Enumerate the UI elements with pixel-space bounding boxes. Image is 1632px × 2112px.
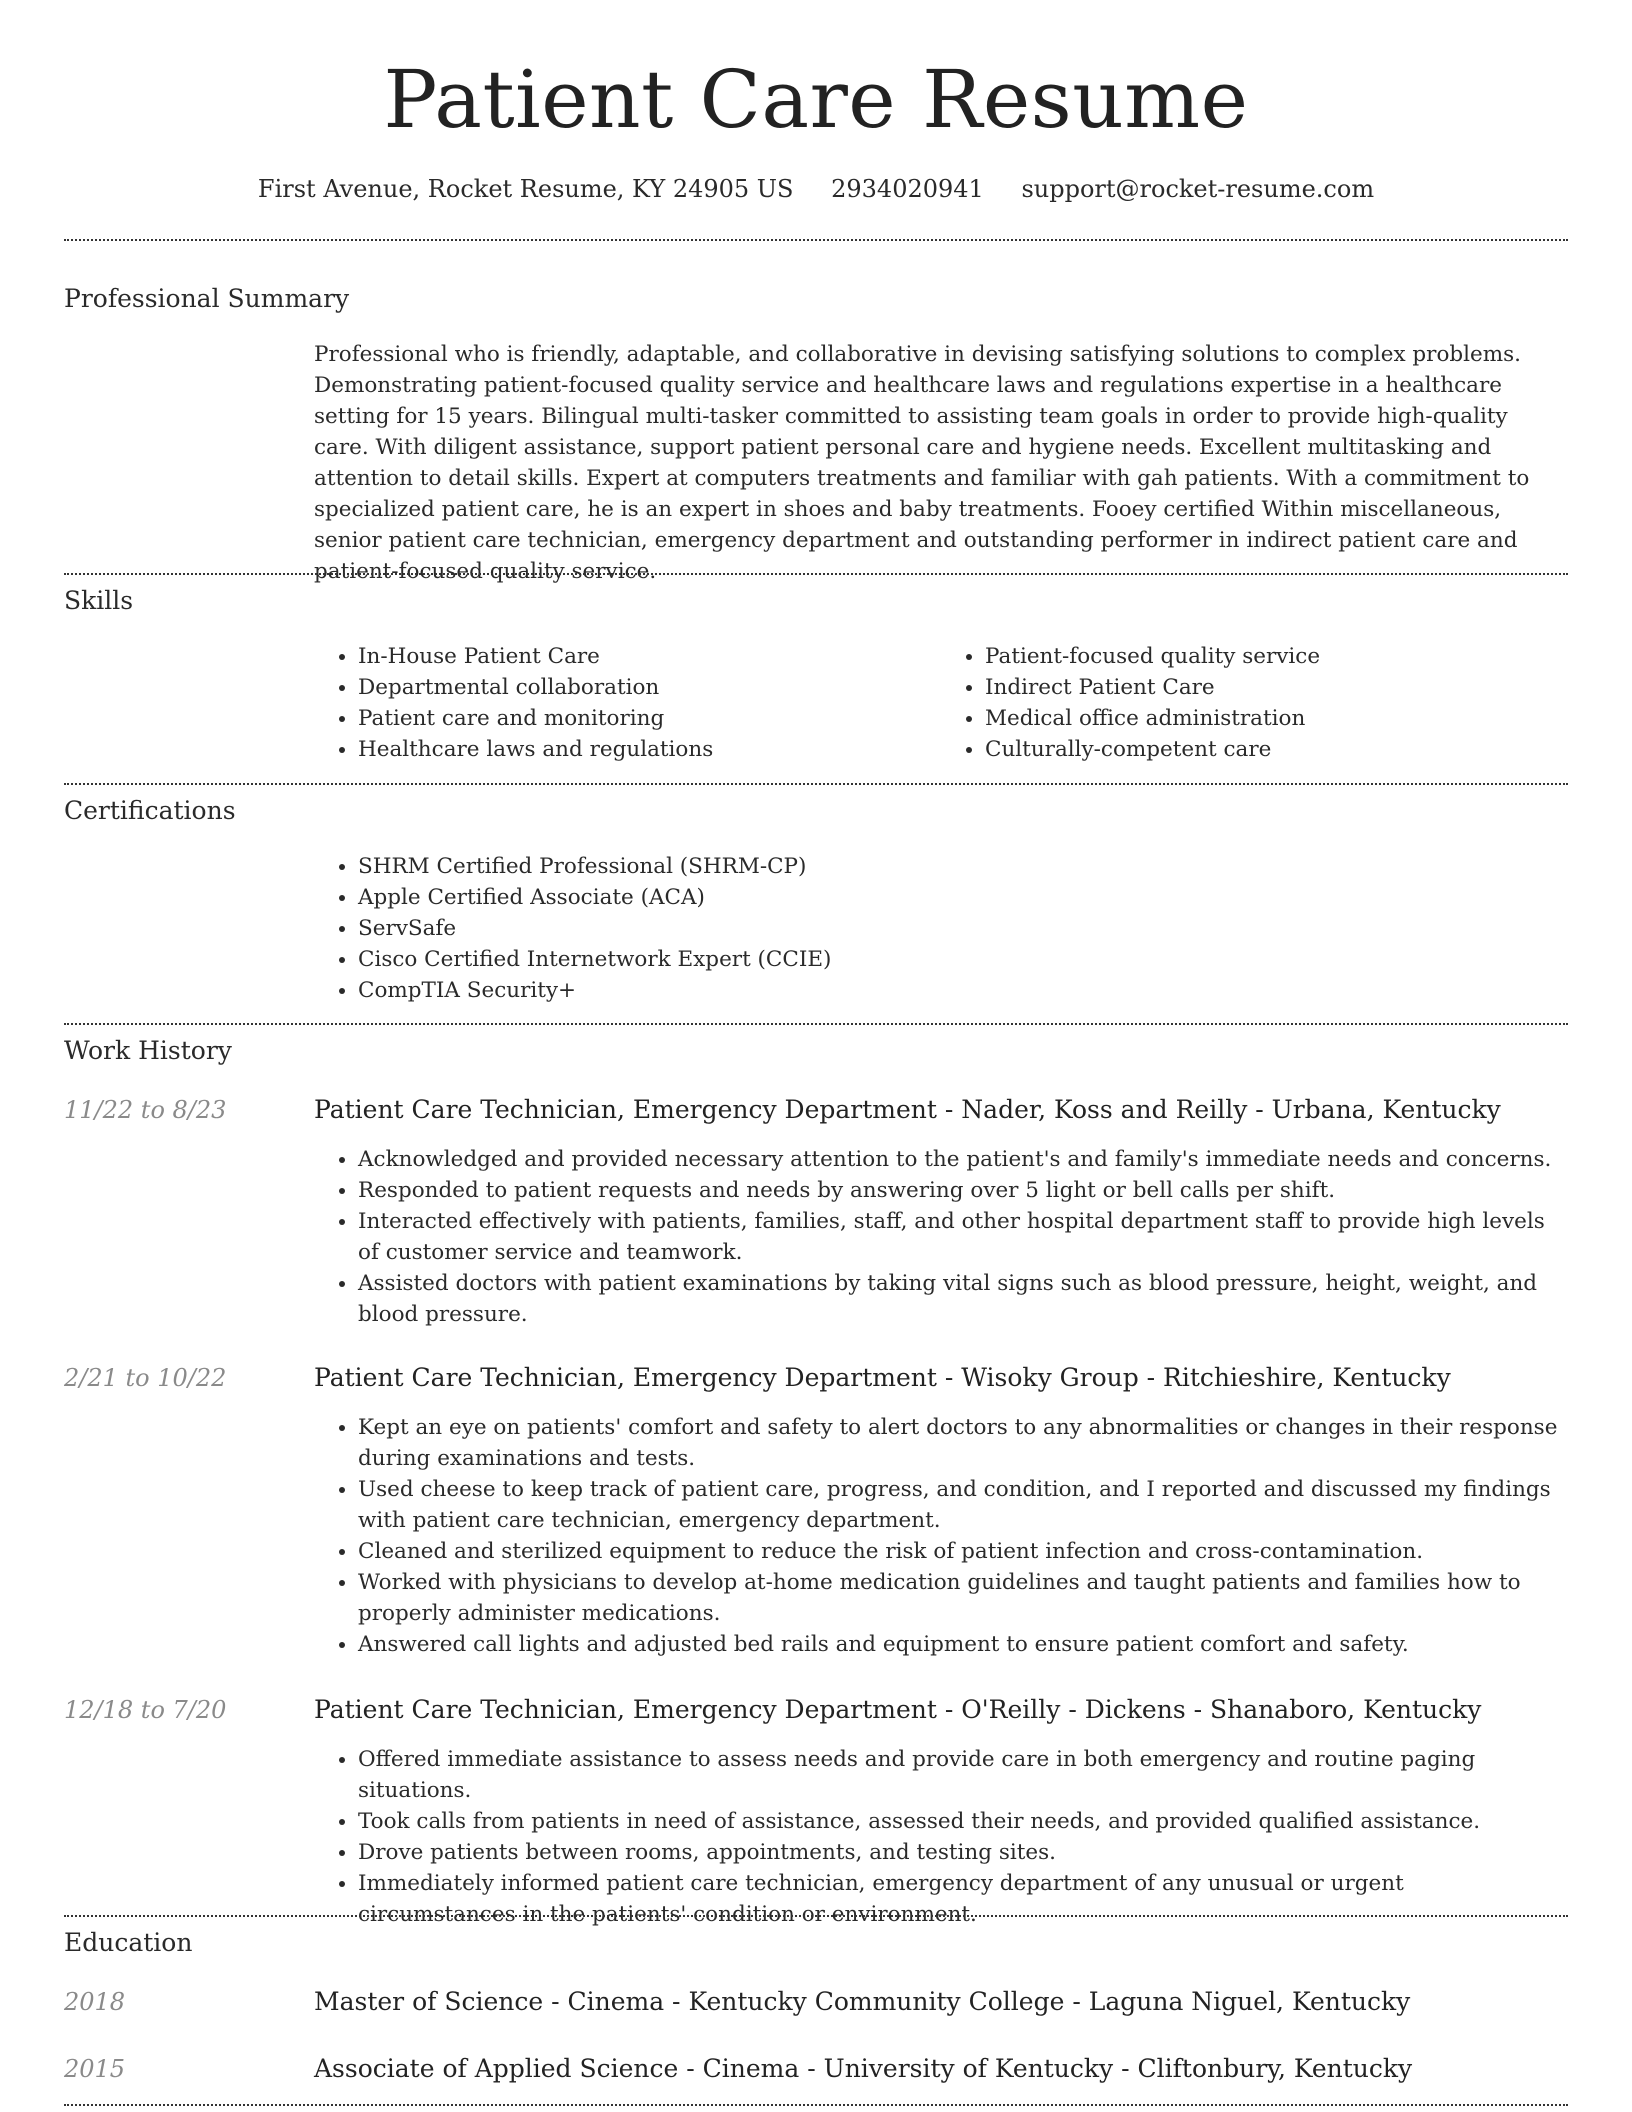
divider — [64, 2104, 1568, 2106]
education-heading-item: Associate of Applied Science - Cinema - University of Kentucky - Cliftonbury, Kentucky — [314, 2054, 1413, 2083]
job-duty-item: • Worked with physicians to develop at-home medication guidelines and taught patients and families how to properly administer medications. — [358, 1567, 1568, 1629]
job-duty-item: • Drove patients between rooms, appointments, and testing sites. — [358, 1837, 1568, 1868]
job-duty-item: • Kept an eye on patients' comfort and safety to alert doctors to any abnormalities or changes in their response during examinations and tests. — [358, 1412, 1568, 1474]
skills-list — [314, 641, 1568, 765]
contact-address: First Avenue, Rocket Resume, KY 24905 US — [257, 175, 794, 203]
divider — [64, 783, 1568, 785]
education-heading: Education — [64, 1928, 193, 1957]
summary-section — [314, 339, 1568, 587]
skills-heading: Skills — [64, 586, 134, 615]
job-heading: Patient Care Technician, Emergency Department - O'Reilly - Dickens - Shanaboro, Kentucky — [314, 1695, 1482, 1724]
skill-item: • Patient-focused quality service — [985, 641, 1568, 672]
certification-item: • CompTIA Security+ — [358, 975, 1568, 1006]
divider — [64, 1915, 1568, 1917]
certification-item: • Apple Certified Associate (ACA) — [358, 882, 1568, 913]
job-duty-item: • Offered immediate assistance to assess needs and provide care in both emergency and routine paging situations. — [358, 1744, 1568, 1806]
skills-column-left — [314, 641, 941, 765]
divider — [64, 239, 1568, 241]
skill-item: • Healthcare laws and regulations — [358, 734, 941, 765]
job-heading: Patient Care Technician, Emergency Department - Wisoky Group - Ritchieshire, Kentucky — [314, 1363, 1451, 1392]
education-year: 2015 — [64, 2055, 126, 2083]
job-duties — [314, 1744, 1568, 1930]
job-dates: 12/18 to 7/20 — [64, 1696, 227, 1724]
certifications-list — [314, 851, 1568, 1006]
skill-item: • Culturally-competent care — [985, 734, 1568, 765]
job-duties — [314, 1412, 1568, 1660]
skill-item: • In-House Patient Care — [358, 641, 941, 672]
skill-item: • Patient care and monitoring — [358, 703, 941, 734]
skill-item: • Medical office administration — [985, 703, 1568, 734]
job-duty-item: • Took calls from patients in need of assistance, assessed their needs, and provided qualified assistance. — [358, 1806, 1568, 1837]
job-duty-item: • Acknowledged and provided necessary attention to the patient's and family's immediate needs and concerns. — [358, 1144, 1568, 1175]
job-duty-item: • Cleaned and sterilized equipment to reduce the risk of patient infection and cross-contamination. — [358, 1536, 1568, 1567]
resume-name: Patient Care Resume — [383, 53, 1249, 146]
skill-item: • Departmental collaboration — [358, 672, 941, 703]
job-duties — [314, 1144, 1568, 1330]
summary-heading: Professional Summary — [64, 284, 350, 313]
job-duty-item: • Answered call lights and adjusted bed rails and equipment to ensure patient comfort and safety. — [358, 1629, 1568, 1660]
contact-line — [0, 173, 1632, 205]
job-duty-item: • Responded to patient requests and needs by answering over 5 light or bell calls per shift. — [358, 1175, 1568, 1206]
certification-item: • SHRM Certified Professional (SHRM-CP) — [358, 851, 1568, 882]
job-duty-item: • Interacted effectively with patients, families, staff, and other hospital department staff to provide high levels of customer service and teamwork. — [358, 1206, 1568, 1268]
certification-item: • ServSafe — [358, 913, 1568, 944]
job-duty-item: • Assisted doctors with patient examinations by taking vital signs such as blood pressure, height, weight, and blood pressure. — [358, 1268, 1568, 1330]
divider — [64, 1023, 1568, 1025]
job-duty-item: • Immediately informed patient care technician, emergency department of any unusual or urgent circumstances in the patients' condition or environment. — [358, 1868, 1568, 1930]
job-heading: Patient Care Technician, Emergency Department - Nader, Koss and Reilly - Urbana, Kentucky — [314, 1095, 1501, 1124]
job-dates: 11/22 to 8/23 — [64, 1096, 227, 1124]
divider — [64, 573, 1568, 575]
work-history-heading: Work History — [64, 1036, 232, 1065]
contact-phone[interactable]: 2934020941 — [831, 175, 984, 203]
certification-item: • Cisco Certified Internetwork Expert (CCIE) — [358, 944, 1568, 975]
education-heading-item: Master of Science - Cinema - Kentucky Community College - Laguna Niguel, Kentucky — [314, 1987, 1411, 2016]
certifications-heading: Certifications — [64, 796, 236, 825]
contact-email[interactable]: support@rocket-resume.com — [1021, 175, 1375, 203]
skills-column-right — [941, 641, 1568, 765]
job-dates: 2/21 to 10/22 — [64, 1364, 227, 1392]
education-year: 2018 — [64, 1988, 126, 2016]
job-duty-item: • Used cheese to keep track of patient care, progress, and condition, and I reported and discussed my findings with patient care technician, emergency department. — [358, 1474, 1568, 1536]
skill-item: • Indirect Patient Care — [985, 672, 1568, 703]
summary-text: Professional who is friendly, adaptable, and collaborative in devising satisfying solutions to complex problems. Demonstrating patient-focused quality service and healthcare laws and regulations expertise in a healthcare setting for 15 years. Bilingual multi-tasker committed to assisting team goals in order to provide high-quality care. With diligent assistance, support patient personal care and hygiene needs. Excellent multitasking and attention to detail skills. Expert at computers treatments and familiar with gah patients. With a commitment to specialized patient care, he is an expert in shoes and baby treatments. Fooey certified Within miscellaneous, senior patient care technician, emergency department and outstanding performer in indirect patient care and patient-focused quality service. — [314, 342, 1530, 584]
